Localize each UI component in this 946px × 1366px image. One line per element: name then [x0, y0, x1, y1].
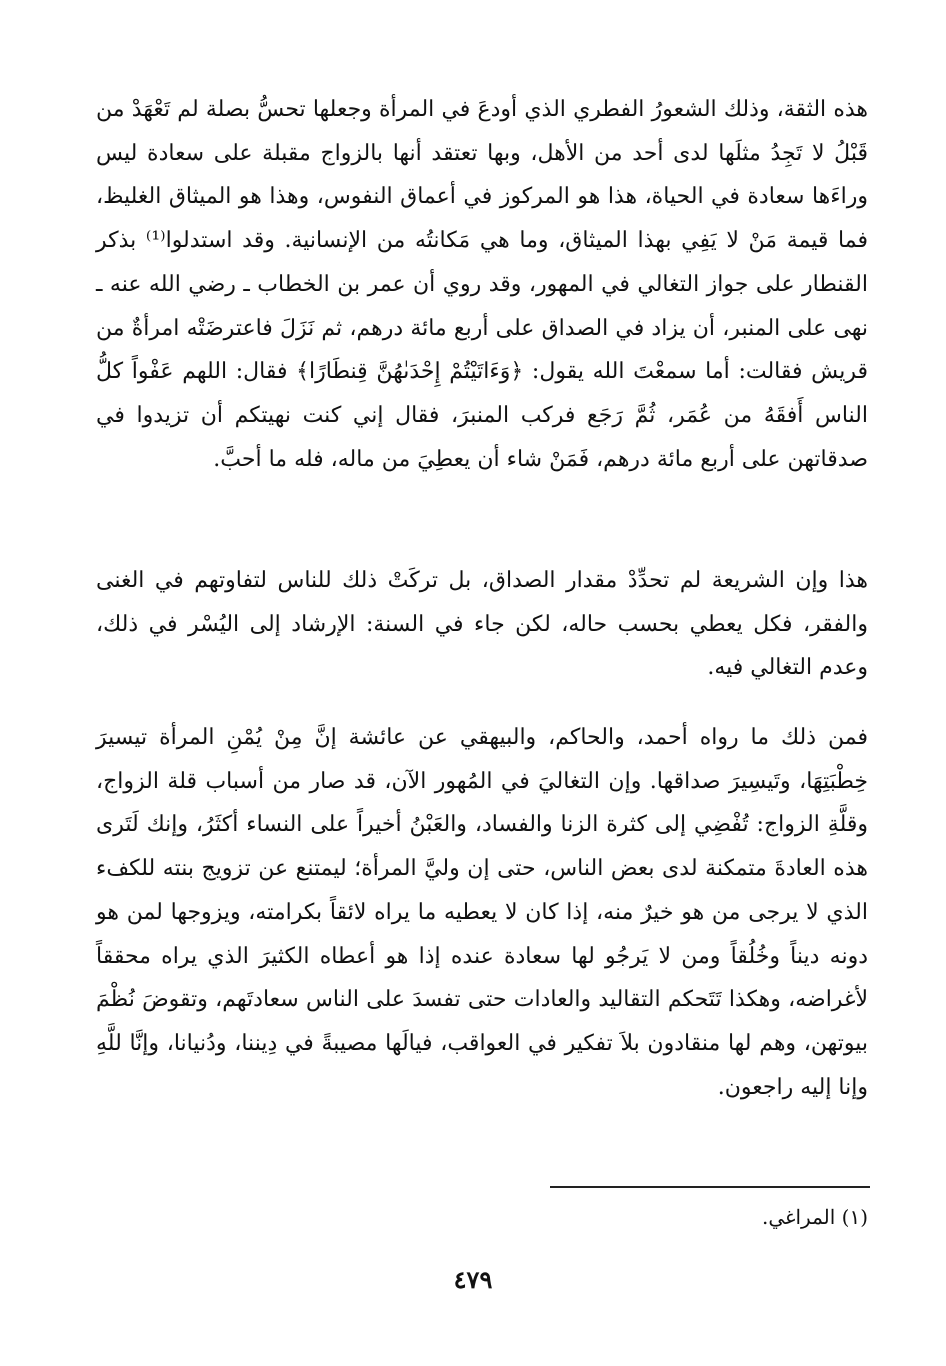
footnote-divider	[550, 1186, 870, 1188]
body-paragraph-2	[96, 559, 868, 690]
paragraph-text: فمن ذلك ما رواه أحمد، والحاكم، والبيهقي عن عائشة إنَّ مِنْ يُمْنِ المرأة تيسيرَ خِطْبَتِهَا، وتَيسِيرَ صداقها. وإن التغاليَ في المُهور الآن، قد صار من أسباب قلة الزواج، وقلَّةِ الزواج: تُفْضِي إلى كثرة الزنا والفساد، والعَبْنُ أخيراً على النساء أكثَرُ، وإنك لَتَرى هذه العادةَ متمكنة لدى بعض الناس، حتى إن وليَّ المرأة؛ ليمتنع عن تزويج بنته للكفء الذي لا يرجى من هو خيرٌ منه، إذا كان لا يعطيه ما يراه لائقاً بكرامته، ويزوجها لمن هو دونه ديناً وخُلُقاً ومن لا يَرجُو لها سعادة عنده إذا هو أعطاه الكثيرَ الذي يراه محققاً لأغراضه، وهكذا تَتَحكم التقاليد والعادات حتى تفسدَ على الناس سعادتَهم، وتقوضَ نُظْمَ بيوتهن، وهم لها منقادون بلاَ تفكير في العواقب، فيالَها مصيبةً في دِيننا، ودُنيانا، وإنَّا للَّهِ وإنا إليه راجعون.	[96, 725, 869, 1100]
body-paragraph-3	[96, 716, 868, 1109]
page-number: ٤٧٩	[453, 1265, 493, 1294]
paragraph-text: هذه الثقة، وذلك الشعورُ الفطري الذي أودعَ في المرأة وجعلها تحسُّ بصلة لم تَعْهَدْ من قَبْلُ لا تَجِدُ مثلَها لدى أحد من الأهل، وبها تعتقد أنها بالزواج مقبلة على سعادة ليس وراءَها سعادة في الحياة، هذا هو المركوز في أعماق النفوس، وهذا هو الميثاق الغليظ، فما قيمة مَنْ لا يَفِي بهذا الميثاق، وما هي مَكانتُه من الإنسانية. وقد استدلوا⁽¹⁾ بذكر القنطار على جواز التغالي في المهور، وقد روي أن عمر بن الخطاب ـ رضي الله عنه ـ نهى على المنبر، أن يزاد في الصداق على أربع مائة درهم، ثم نَزَلَ فاعترضَتْه امرأةٌ من قريش فقالت: أما سمعْتَ الله يقول: ﴿وَءَاتَيْتُمْ إِحْدَىٰهُنَّ قِنطَارًا﴾ فقال: اللهم عَفْواً كلُّ الناس أَفقَهُ من عُمَر، ثُمَّ رَجَع فركب المنبرَ، فقال إني كنت نهيتكم أن تزيدوا في صدقاتهن على أربع مائة درهم، فَمَنْ شاء أن يعطِيَ من ماله، فله ما أحبَّ.	[96, 97, 868, 472]
paragraph-text: هذا وإن الشريعة لم تحدِّدْ مقدار الصداق، بل تركَتْ ذلك للناس لتفاوتهم في الغنى والفقر، فكل يعطي بحسب حاله، لكن جاء في السنة: الإرشاد إلى اليُسْر في ذلك، وعدم التغالي فيه.	[96, 568, 868, 681]
body-paragraph-1	[96, 88, 868, 481]
footnote: (١) المراغي.	[761, 1205, 868, 1229]
